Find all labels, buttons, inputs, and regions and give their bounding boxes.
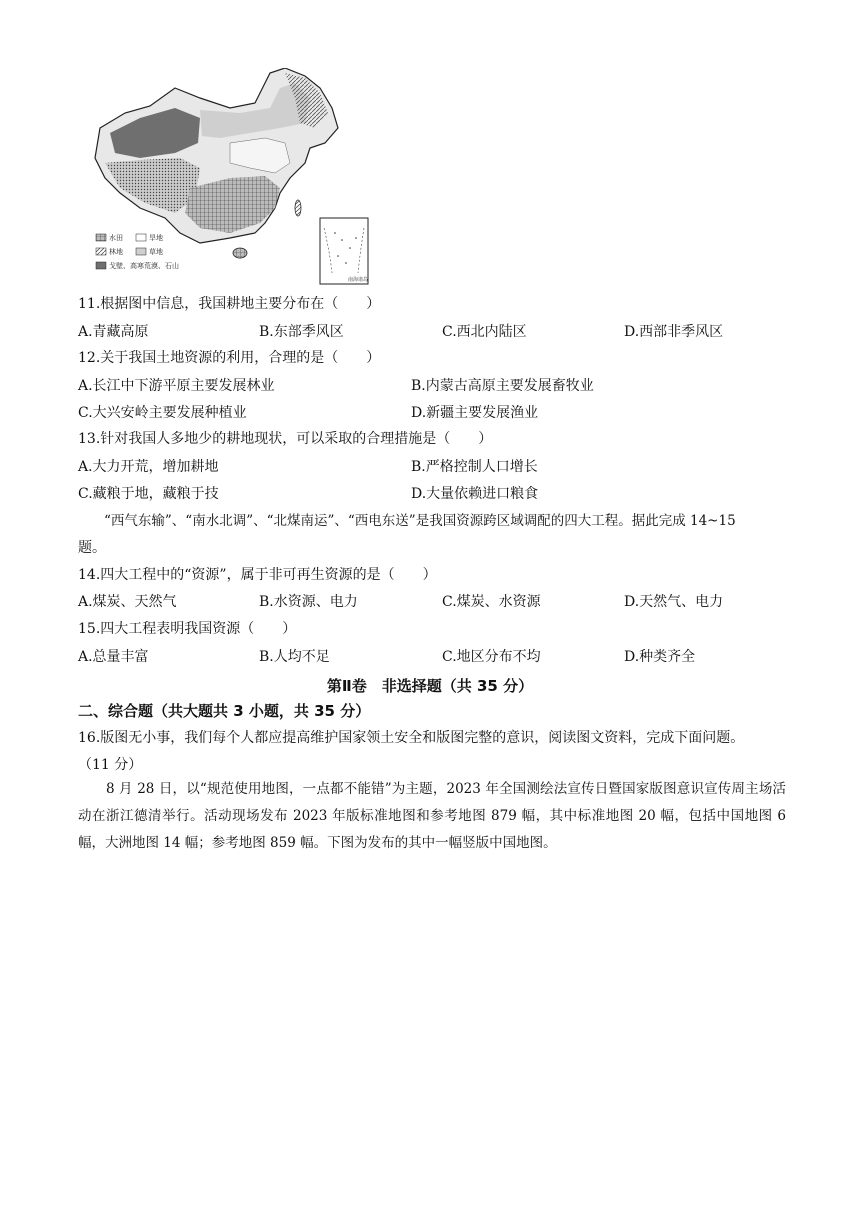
q11-option-a: A.青藏高原 [78,324,149,340]
q14-stem: 14.四大工程中的“资源”，属于非可再生资源的是（ ） [78,567,437,583]
q16-stem-line1: 16.版图无小事，我们每个人都应提高维护国家领土安全和版图完整的意识，阅读图文资料，完成下面问题。 [78,730,745,746]
part2-title: 第Ⅱ卷 非选择题（共 35 分） [326,677,534,695]
q13-option-a: A.大力开荒，增加耕地 [78,459,219,475]
q16-stem-line2: （11 分） [78,757,143,773]
q13-option-d: D.大量依赖进口粮食 [411,486,539,502]
q15-option-c: C.地区分布不均 [442,649,541,665]
q12-option-b: B.内蒙古高原主要发展畜牧业 [411,378,594,394]
q16-material: 8 月 28 日，以“规范使用地图，一点都不能错”为主题，2023 年全国测绘法宣传日暨国家版图意识宣传周主场活动在浙江德清举行。活动现场发布 2023 年版标准地图和参考地图 879 幅，其中标准地图 20 幅，包括中国地图 6 幅，大洲地图 14 幅；参考地图 859 幅。下图为发布的其中一幅竖版中国地图。 [78,781,786,851]
q12-option-a: A.长江中下游平原主要发展林业 [78,378,275,394]
q12-option-c: C.大兴安岭主要发展种植业 [78,405,247,421]
china-land-use-map [80,68,376,290]
section2-title: 二、综合题（共大题共 3 小题，共 35 分） [78,702,371,720]
q15-option-b: B.人均不足 [259,649,330,665]
legend-desert: 戈壁、高寒荒漠、石山 [109,262,179,270]
q15-option-a: A.总量丰富 [78,649,149,665]
q14-option-b: B.水资源、电力 [259,594,358,610]
legend-paddy: 水田 [109,234,123,242]
q13-option-c: C.藏粮于地，藏粮于技 [78,486,219,502]
q15-stem: 15.四大工程表明我国资源（ ） [78,621,297,637]
intro-14-15-line2: 题。 [78,540,106,556]
inset-label: 南海诸岛 [348,277,369,283]
q11-option-c: C.西北内陆区 [442,324,527,340]
legend-dryland: 旱地 [149,234,163,242]
legend-grassland: 草地 [149,248,163,256]
south-sea-inset [320,218,368,284]
q14-option-d: D.天然气、电力 [624,594,724,610]
q11-stem: 11.根据图中信息，我国耕地主要分布在（ ） [78,296,381,312]
legend-forest: 林地 [109,248,123,256]
q11-option-d: D.西部非季风区 [624,324,724,340]
q14-option-a: A.煤炭、天然气 [78,594,177,610]
q12-option-d: D.新疆主要发展渔业 [411,405,539,421]
q12-stem: 12.关于我国土地资源的利用，合理的是（ ） [78,350,381,366]
q14-option-c: C.煤炭、水资源 [442,594,541,610]
q13-option-b: B.严格控制人口增长 [411,459,538,475]
q13-stem: 13.针对我国人多地少的耕地现状，可以采取的合理措施是（ ） [78,431,493,447]
intro-14-15-line1: “西气东输”、“南水北调”、“北煤南运”、“西电东送”是我国资源跨区域调配的四大工程。据此完成 14~15 [104,513,736,529]
q11-option-b: B.东部季风区 [259,324,344,340]
q15-option-d: D.种类齐全 [624,649,696,665]
